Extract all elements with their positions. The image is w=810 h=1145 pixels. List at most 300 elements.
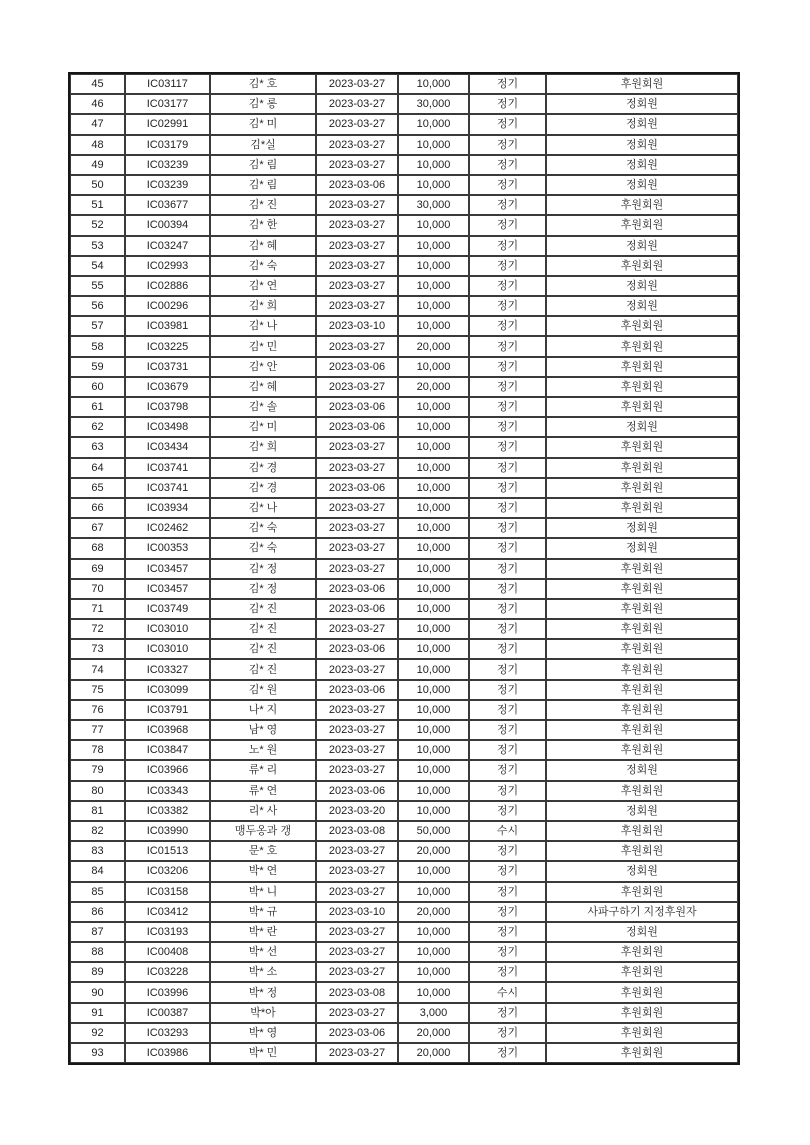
cell-cycle: 정기 [469, 316, 546, 336]
cell-date: 2023-03-06 [316, 175, 398, 195]
cell-membership: 정회원 [546, 760, 738, 780]
cell-name: 김* 연 [210, 276, 316, 296]
cell-membership: 사파구하기 지정후원자 [546, 902, 738, 922]
cell-cycle: 정기 [469, 135, 546, 155]
table-row [70, 175, 738, 195]
cell-membership: 후원회원 [546, 942, 738, 962]
cell-member-id: IC00408 [125, 942, 210, 962]
cell-date: 2023-03-27 [316, 942, 398, 962]
cell-amount: 50,000 [398, 821, 469, 841]
cell-amount: 10,000 [398, 740, 469, 760]
cell-membership: 후원회원 [546, 1043, 738, 1063]
cell-membership: 정회원 [546, 236, 738, 256]
cell-no: 71 [70, 599, 125, 619]
cell-no: 85 [70, 882, 125, 902]
cell-amount: 10,000 [398, 296, 469, 316]
cell-cycle: 정기 [469, 94, 546, 114]
cell-amount: 10,000 [398, 215, 469, 235]
cell-membership: 정회원 [546, 296, 738, 316]
cell-cycle: 정기 [469, 659, 546, 679]
cell-no: 75 [70, 680, 125, 700]
cell-name: 김* 희 [210, 437, 316, 457]
cell-membership: 후원회원 [546, 720, 738, 740]
table-row [70, 942, 738, 962]
cell-member-id: IC03239 [125, 155, 210, 175]
table-row [70, 195, 738, 215]
cell-cycle: 정기 [469, 377, 546, 397]
cell-membership: 후원회원 [546, 882, 738, 902]
cell-name: 박* 영 [210, 1023, 316, 1043]
cell-membership: 후원회원 [546, 700, 738, 720]
table-row [70, 417, 738, 437]
cell-name: 박* 선 [210, 942, 316, 962]
cell-amount: 10,000 [398, 498, 469, 518]
cell-member-id: IC02462 [125, 518, 210, 538]
cell-date: 2023-03-27 [316, 114, 398, 134]
cell-name: 맹두옹과 갱 [210, 821, 316, 841]
cell-date: 2023-03-27 [316, 458, 398, 478]
cell-membership: 후원회원 [546, 639, 738, 659]
cell-cycle: 정기 [469, 639, 546, 659]
cell-name: 김* 림 [210, 175, 316, 195]
cell-cycle: 정기 [469, 1023, 546, 1043]
cell-cycle: 정기 [469, 680, 546, 700]
cell-cycle: 정기 [469, 922, 546, 942]
cell-member-id: IC03679 [125, 377, 210, 397]
table-row [70, 619, 738, 639]
cell-member-id: IC03457 [125, 579, 210, 599]
cell-member-id: IC01513 [125, 841, 210, 861]
cell-no: 86 [70, 902, 125, 922]
cell-date: 2023-03-27 [316, 276, 398, 296]
cell-amount: 10,000 [398, 942, 469, 962]
cell-amount: 10,000 [398, 781, 469, 801]
cell-date: 2023-03-27 [316, 215, 398, 235]
cell-no: 54 [70, 256, 125, 276]
cell-membership: 후원회원 [546, 74, 738, 94]
cell-name: 김* 숙 [210, 256, 316, 276]
cell-cycle: 정기 [469, 538, 546, 558]
cell-membership: 정회원 [546, 114, 738, 134]
cell-amount: 10,000 [398, 680, 469, 700]
cell-no: 84 [70, 861, 125, 881]
cell-membership: 후원회원 [546, 316, 738, 336]
cell-membership: 후원회원 [546, 478, 738, 498]
cell-no: 56 [70, 296, 125, 316]
cell-amount: 30,000 [398, 94, 469, 114]
cell-member-id: IC03791 [125, 700, 210, 720]
cell-date: 2023-03-27 [316, 74, 398, 94]
cell-membership: 후원회원 [546, 982, 738, 1002]
cell-member-id: IC03457 [125, 559, 210, 579]
cell-no: 60 [70, 377, 125, 397]
cell-amount: 10,000 [398, 417, 469, 437]
cell-date: 2023-03-20 [316, 801, 398, 821]
cell-no: 92 [70, 1023, 125, 1043]
cell-no: 47 [70, 114, 125, 134]
cell-cycle: 정기 [469, 458, 546, 478]
cell-cycle: 정기 [469, 962, 546, 982]
cell-member-id: IC00387 [125, 1003, 210, 1023]
table-row [70, 841, 738, 861]
cell-date: 2023-03-27 [316, 377, 398, 397]
cell-membership: 후원회원 [546, 195, 738, 215]
cell-member-id: IC03966 [125, 760, 210, 780]
table-row [70, 861, 738, 881]
cell-amount: 20,000 [398, 902, 469, 922]
cell-date: 2023-03-27 [316, 922, 398, 942]
table-row [70, 377, 738, 397]
cell-membership: 후원회원 [546, 579, 738, 599]
cell-member-id: IC03934 [125, 498, 210, 518]
cell-amount: 10,000 [398, 982, 469, 1002]
cell-member-id: IC03193 [125, 922, 210, 942]
cell-cycle: 수시 [469, 982, 546, 1002]
cell-member-id: IC03741 [125, 478, 210, 498]
cell-no: 93 [70, 1043, 125, 1063]
cell-date: 2023-03-27 [316, 236, 398, 256]
donation-table-body [70, 74, 738, 1063]
cell-date: 2023-03-08 [316, 821, 398, 841]
cell-cycle: 정기 [469, 276, 546, 296]
cell-date: 2023-03-06 [316, 397, 398, 417]
cell-name: 김* 희 [210, 296, 316, 316]
cell-member-id: IC03327 [125, 659, 210, 679]
table-row [70, 296, 738, 316]
cell-no: 58 [70, 336, 125, 356]
cell-membership: 정회원 [546, 155, 738, 175]
cell-membership: 정회원 [546, 135, 738, 155]
cell-date: 2023-03-27 [316, 882, 398, 902]
cell-membership: 정회원 [546, 922, 738, 942]
cell-name: 김* 롱 [210, 94, 316, 114]
cell-cycle: 정기 [469, 397, 546, 417]
cell-membership: 후원회원 [546, 1023, 738, 1043]
cell-no: 49 [70, 155, 125, 175]
cell-membership: 후원회원 [546, 619, 738, 639]
cell-cycle: 정기 [469, 417, 546, 437]
cell-amount: 10,000 [398, 478, 469, 498]
cell-date: 2023-03-06 [316, 680, 398, 700]
table-row [70, 357, 738, 377]
cell-name: 문* 호 [210, 841, 316, 861]
table-row [70, 1023, 738, 1043]
cell-amount: 10,000 [398, 74, 469, 94]
table-row [70, 316, 738, 336]
table-row [70, 256, 738, 276]
cell-no: 77 [70, 720, 125, 740]
cell-date: 2023-03-27 [316, 760, 398, 780]
cell-membership: 후원회원 [546, 680, 738, 700]
cell-membership: 정회원 [546, 175, 738, 195]
cell-date: 2023-03-27 [316, 1003, 398, 1023]
cell-member-id: IC03498 [125, 417, 210, 437]
cell-cycle: 정기 [469, 740, 546, 760]
cell-no: 83 [70, 841, 125, 861]
cell-amount: 10,000 [398, 760, 469, 780]
cell-cycle: 정기 [469, 498, 546, 518]
cell-date: 2023-03-08 [316, 982, 398, 1002]
cell-date: 2023-03-27 [316, 1043, 398, 1063]
cell-amount: 20,000 [398, 336, 469, 356]
cell-member-id: IC03177 [125, 94, 210, 114]
cell-cycle: 정기 [469, 1003, 546, 1023]
cell-date: 2023-03-27 [316, 962, 398, 982]
cell-amount: 10,000 [398, 458, 469, 478]
cell-name: 김* 미 [210, 417, 316, 437]
table-row [70, 882, 738, 902]
cell-member-id: IC03239 [125, 175, 210, 195]
cell-member-id: IC02886 [125, 276, 210, 296]
cell-name: 김* 정 [210, 579, 316, 599]
cell-membership: 후원회원 [546, 256, 738, 276]
cell-date: 2023-03-27 [316, 700, 398, 720]
cell-amount: 10,000 [398, 559, 469, 579]
cell-member-id: IC02991 [125, 114, 210, 134]
cell-no: 63 [70, 437, 125, 457]
cell-date: 2023-03-06 [316, 599, 398, 619]
cell-no: 55 [70, 276, 125, 296]
cell-member-id: IC03206 [125, 861, 210, 881]
cell-date: 2023-03-27 [316, 518, 398, 538]
cell-cycle: 정기 [469, 357, 546, 377]
cell-name: 김* 혜 [210, 377, 316, 397]
cell-name: 김* 솔 [210, 397, 316, 417]
cell-no: 70 [70, 579, 125, 599]
cell-amount: 20,000 [398, 841, 469, 861]
cell-membership: 후원회원 [546, 215, 738, 235]
cell-date: 2023-03-06 [316, 478, 398, 498]
cell-member-id: IC03343 [125, 781, 210, 801]
cell-name: 김* 한 [210, 215, 316, 235]
table-row [70, 801, 738, 821]
cell-amount: 10,000 [398, 256, 469, 276]
cell-member-id: IC03749 [125, 599, 210, 619]
cell-membership: 후원회원 [546, 841, 738, 861]
cell-amount: 10,000 [398, 538, 469, 558]
cell-membership: 후원회원 [546, 397, 738, 417]
cell-name: 김* 진 [210, 195, 316, 215]
cell-member-id: IC03968 [125, 720, 210, 740]
cell-date: 2023-03-06 [316, 639, 398, 659]
table-row [70, 538, 738, 558]
cell-cycle: 정기 [469, 720, 546, 740]
cell-no: 59 [70, 357, 125, 377]
cell-cycle: 정기 [469, 478, 546, 498]
cell-no: 51 [70, 195, 125, 215]
cell-member-id: IC03117 [125, 74, 210, 94]
table-row [70, 599, 738, 619]
table-row [70, 1043, 738, 1063]
cell-name: 남* 영 [210, 720, 316, 740]
cell-date: 2023-03-10 [316, 902, 398, 922]
table-row [70, 74, 738, 94]
cell-amount: 10,000 [398, 700, 469, 720]
table-row [70, 922, 738, 942]
cell-amount: 20,000 [398, 1023, 469, 1043]
cell-amount: 10,000 [398, 155, 469, 175]
cell-member-id: IC03010 [125, 639, 210, 659]
cell-amount: 10,000 [398, 357, 469, 377]
cell-amount: 10,000 [398, 619, 469, 639]
table-row [70, 236, 738, 256]
cell-no: 57 [70, 316, 125, 336]
cell-member-id: IC03412 [125, 902, 210, 922]
cell-date: 2023-03-27 [316, 861, 398, 881]
cell-no: 67 [70, 518, 125, 538]
cell-date: 2023-03-27 [316, 619, 398, 639]
table-row [70, 336, 738, 356]
cell-no: 52 [70, 215, 125, 235]
cell-amount: 10,000 [398, 579, 469, 599]
cell-membership: 후원회원 [546, 336, 738, 356]
cell-amount: 10,000 [398, 962, 469, 982]
cell-amount: 10,000 [398, 861, 469, 881]
cell-cycle: 정기 [469, 579, 546, 599]
cell-amount: 10,000 [398, 397, 469, 417]
table-row [70, 155, 738, 175]
cell-date: 2023-03-27 [316, 841, 398, 861]
cell-membership: 정회원 [546, 276, 738, 296]
table-row [70, 781, 738, 801]
table-row [70, 579, 738, 599]
table-row [70, 94, 738, 114]
cell-cycle: 정기 [469, 296, 546, 316]
cell-membership: 후원회원 [546, 740, 738, 760]
cell-date: 2023-03-27 [316, 135, 398, 155]
cell-amount: 10,000 [398, 236, 469, 256]
cell-no: 89 [70, 962, 125, 982]
cell-no: 61 [70, 397, 125, 417]
cell-membership: 후원회원 [546, 559, 738, 579]
cell-amount: 10,000 [398, 114, 469, 134]
cell-no: 66 [70, 498, 125, 518]
donation-table [68, 72, 740, 1065]
cell-name: 김* 진 [210, 639, 316, 659]
cell-name: 김* 숙 [210, 518, 316, 538]
cell-name: 김* 경 [210, 458, 316, 478]
cell-name: 김* 숙 [210, 538, 316, 558]
cell-name: 박* 정 [210, 982, 316, 1002]
cell-member-id: IC03990 [125, 821, 210, 841]
cell-membership: 후원회원 [546, 498, 738, 518]
cell-no: 53 [70, 236, 125, 256]
cell-member-id: IC03677 [125, 195, 210, 215]
cell-amount: 10,000 [398, 801, 469, 821]
cell-name: 김* 호 [210, 74, 316, 94]
table-row [70, 760, 738, 780]
cell-name: 김* 림 [210, 155, 316, 175]
table-row [70, 559, 738, 579]
cell-membership: 후원회원 [546, 437, 738, 457]
cell-no: 88 [70, 942, 125, 962]
cell-date: 2023-03-27 [316, 296, 398, 316]
cell-member-id: IC00296 [125, 296, 210, 316]
cell-cycle: 정기 [469, 902, 546, 922]
cell-date: 2023-03-06 [316, 417, 398, 437]
cell-name: 김* 안 [210, 357, 316, 377]
cell-no: 78 [70, 740, 125, 760]
cell-member-id: IC03158 [125, 882, 210, 902]
cell-member-id: IC03010 [125, 619, 210, 639]
cell-name: 김* 진 [210, 599, 316, 619]
cell-amount: 10,000 [398, 720, 469, 740]
cell-no: 80 [70, 781, 125, 801]
cell-name: 나* 지 [210, 700, 316, 720]
cell-membership: 후원회원 [546, 781, 738, 801]
cell-member-id: IC03382 [125, 801, 210, 821]
cell-member-id: IC03986 [125, 1043, 210, 1063]
cell-name: 박* 민 [210, 1043, 316, 1063]
cell-no: 90 [70, 982, 125, 1002]
table-row [70, 276, 738, 296]
table-row [70, 902, 738, 922]
cell-no: 45 [70, 74, 125, 94]
cell-name: 박* 란 [210, 922, 316, 942]
cell-amount: 20,000 [398, 1043, 469, 1063]
cell-date: 2023-03-27 [316, 538, 398, 558]
table-row [70, 498, 738, 518]
cell-name: 김* 나 [210, 498, 316, 518]
cell-date: 2023-03-10 [316, 316, 398, 336]
cell-name: 김* 경 [210, 478, 316, 498]
cell-cycle: 정기 [469, 155, 546, 175]
table-row [70, 821, 738, 841]
cell-member-id: IC03731 [125, 357, 210, 377]
cell-date: 2023-03-27 [316, 559, 398, 579]
cell-membership: 후원회원 [546, 377, 738, 397]
cell-cycle: 정기 [469, 619, 546, 639]
cell-membership: 후원회원 [546, 357, 738, 377]
cell-membership: 후원회원 [546, 458, 738, 478]
cell-cycle: 정기 [469, 236, 546, 256]
table-row [70, 437, 738, 457]
cell-date: 2023-03-27 [316, 720, 398, 740]
cell-date: 2023-03-27 [316, 94, 398, 114]
cell-member-id: IC00394 [125, 215, 210, 235]
table-row [70, 1003, 738, 1023]
cell-name: 노* 원 [210, 740, 316, 760]
cell-amount: 10,000 [398, 316, 469, 336]
cell-membership: 정회원 [546, 518, 738, 538]
cell-member-id: IC03798 [125, 397, 210, 417]
cell-amount: 10,000 [398, 518, 469, 538]
cell-no: 68 [70, 538, 125, 558]
cell-name: 김* 정 [210, 559, 316, 579]
cell-cycle: 정기 [469, 1043, 546, 1063]
table-row [70, 659, 738, 679]
table-row [70, 478, 738, 498]
cell-membership: 정회원 [546, 801, 738, 821]
cell-member-id: IC03293 [125, 1023, 210, 1043]
cell-cycle: 정기 [469, 114, 546, 134]
cell-cycle: 정기 [469, 195, 546, 215]
cell-name: 김* 진 [210, 659, 316, 679]
cell-name: 김* 민 [210, 336, 316, 356]
cell-member-id: IC03741 [125, 458, 210, 478]
cell-no: 72 [70, 619, 125, 639]
cell-membership: 정회원 [546, 94, 738, 114]
cell-name: 김* 원 [210, 680, 316, 700]
cell-amount: 10,000 [398, 659, 469, 679]
cell-name: 박* 소 [210, 962, 316, 982]
cell-name: 김* 혜 [210, 236, 316, 256]
cell-membership: 후원회원 [546, 659, 738, 679]
cell-no: 74 [70, 659, 125, 679]
cell-amount: 10,000 [398, 437, 469, 457]
cell-cycle: 정기 [469, 215, 546, 235]
cell-membership: 정회원 [546, 861, 738, 881]
